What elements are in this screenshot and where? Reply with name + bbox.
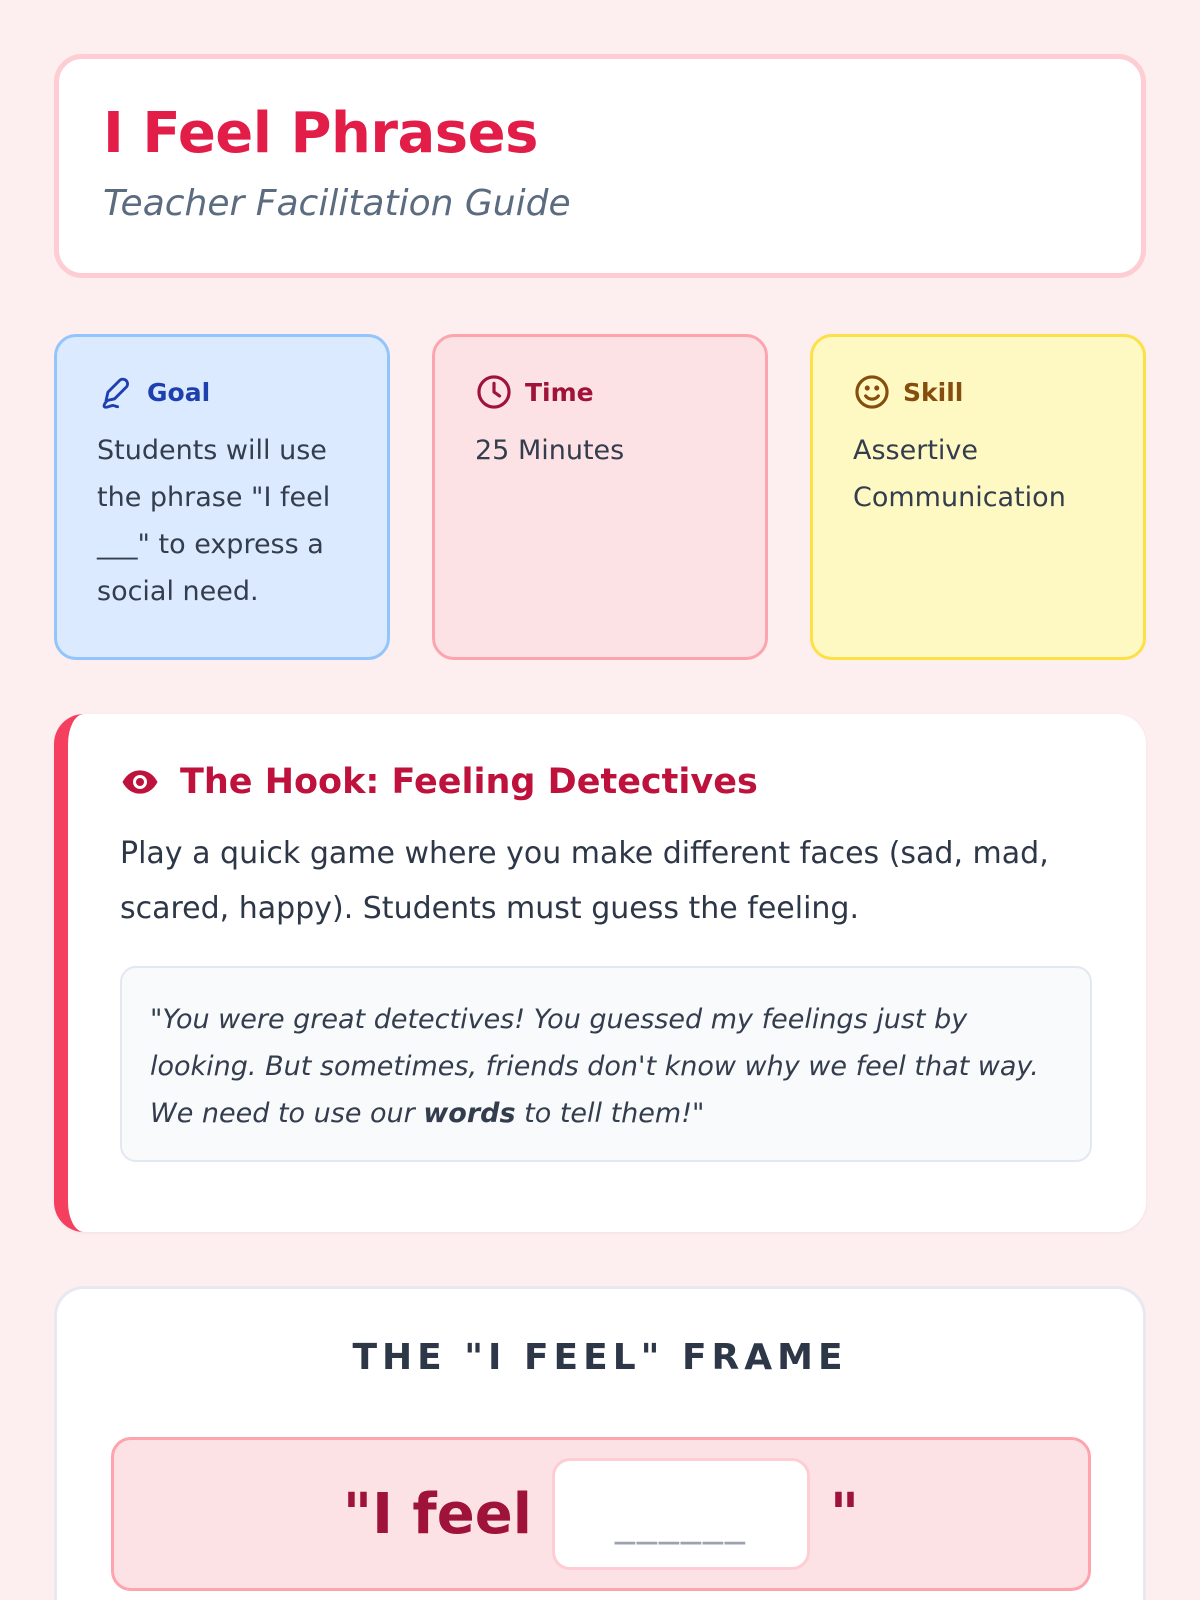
skill-label: Skill — [903, 377, 964, 407]
goal-card — [54, 334, 390, 660]
hook-description: Play a quick game where you make different faces (sad, mad, scared, happy). Students must guess the feeling. — [120, 836, 1049, 926]
time-text: 25 Minutes — [475, 435, 625, 466]
goal-card-header — [97, 373, 347, 411]
hook-header — [120, 762, 1094, 802]
clock-icon — [475, 373, 513, 411]
time-card-header — [475, 373, 725, 411]
frame-card — [54, 1286, 1146, 1600]
smile-icon — [853, 373, 891, 411]
eye-icon — [120, 762, 160, 802]
time-label: Time — [525, 377, 594, 407]
skill-card-header — [853, 373, 1103, 411]
quote-emphasis: words — [423, 1098, 516, 1129]
quote-text-end: to tell them!" — [515, 1098, 705, 1129]
hook-card — [54, 714, 1146, 1232]
page-title: I Feel Phrases — [103, 101, 538, 166]
quote-text-start: "You were great detectives! You guessed my feelings just by looking. But sometimes, friends don't know why we feel that way. We need to use our — [150, 1004, 1039, 1129]
time-card — [432, 334, 768, 660]
teacher-script-quote — [120, 966, 1092, 1162]
frame-blank-input: ______ — [552, 1458, 810, 1570]
skill-card — [810, 334, 1146, 660]
sentence-frame — [111, 1437, 1091, 1591]
title-card — [54, 54, 1146, 278]
skill-text: Assertive Communication — [853, 435, 1066, 513]
frame-prefix: "I feel — [342, 1481, 532, 1547]
frame-title: THE "I FEEL" FRAME — [352, 1337, 848, 1378]
frame-suffix: " — [829, 1481, 860, 1547]
goal-text: Students will use the phrase "I feel ___" to express a social need. — [97, 435, 331, 607]
hook-title: The Hook: Feeling Detectives — [180, 762, 758, 802]
page-subtitle: Teacher Facilitation Guide — [103, 182, 571, 224]
pen-icon — [97, 373, 135, 411]
goal-label: Goal — [147, 377, 211, 407]
